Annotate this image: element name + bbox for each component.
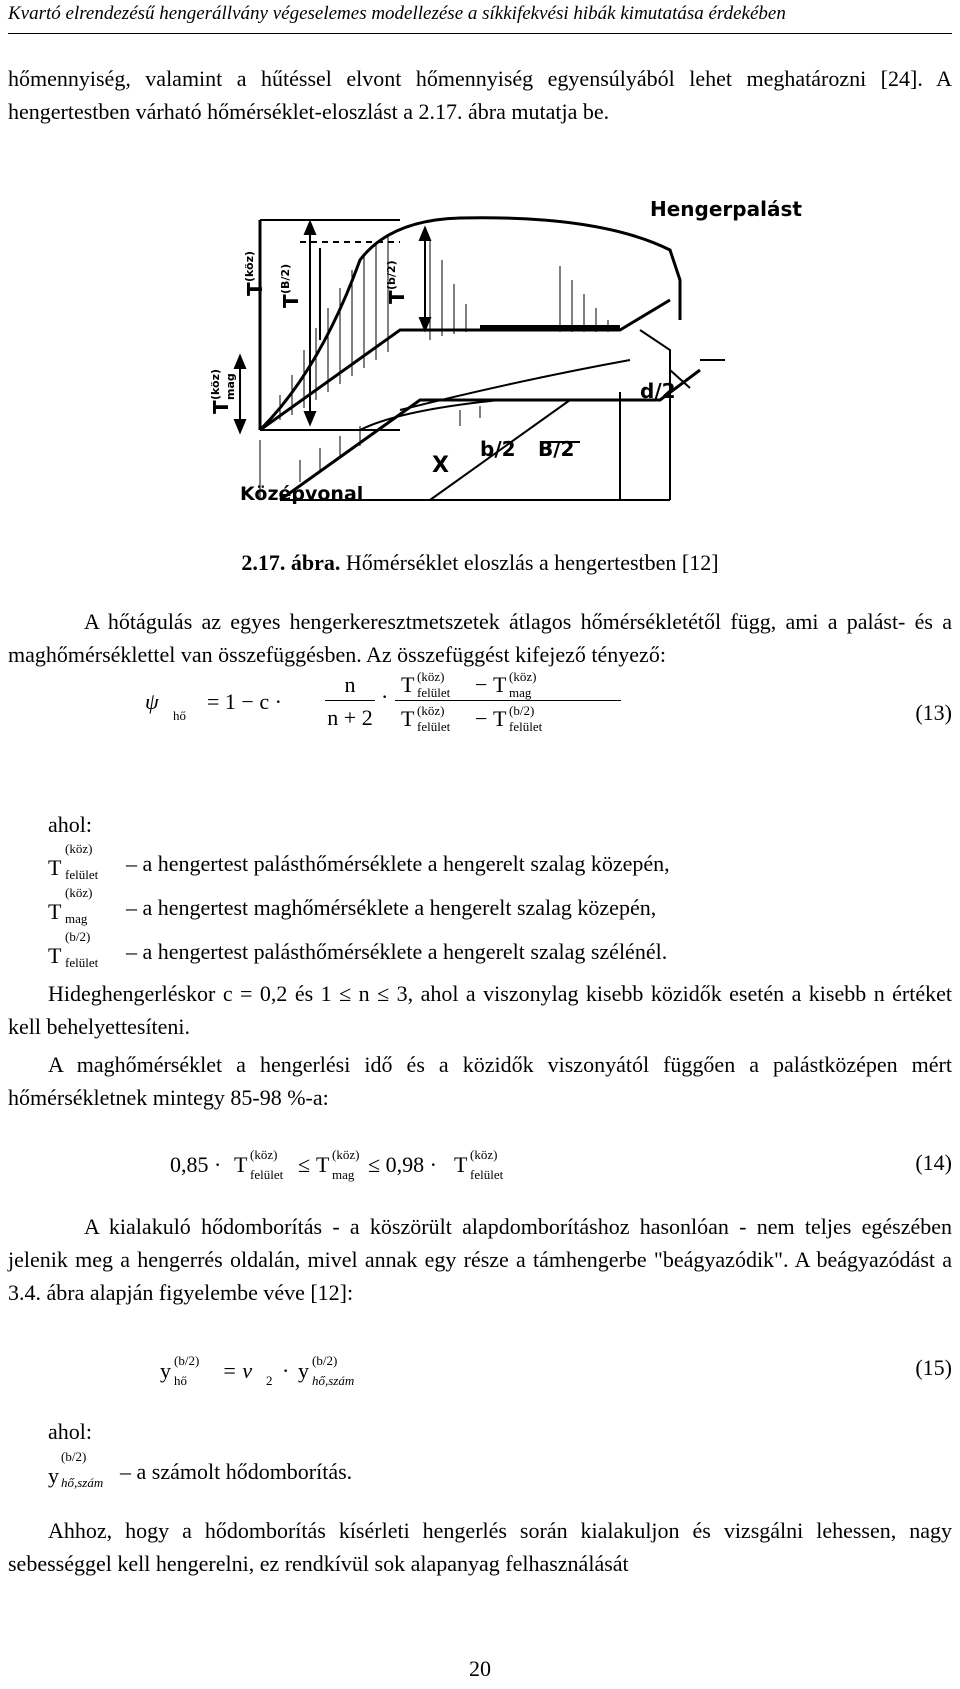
eq13-frac1-num: n [325,672,375,701]
page-number: 20 [469,1656,491,1681]
eq14-T3-sub: felület [470,1167,504,1182]
caption-label: 2.17. ábra. [241,550,341,575]
eq14-T2-sup: (köz) [332,1147,360,1162]
eq13-T1-sup: (köz) [417,669,445,684]
paragraph-8: Ahhoz, hogy a hődomborítás kísérleti hengerlés során kialakuljon és vizsgálni lehessen, nagy sebességgel kell hengerelni, ez rendkívül sok alapanyag felhasználását [8,1518,952,1576]
equation-15 [160,1352,460,1392]
def13-1-sup: (köz) [65,841,93,856]
label-t-koz-sup: (köz) [243,250,256,282]
label-t-b2-sup: (b/2) [385,260,398,290]
eq13-T4-sub: felület [509,719,543,734]
label-t-mag: T [209,400,233,414]
eq13-T2-sub: mag [509,685,532,700]
def13-2-T: T [48,899,62,924]
def13-1-T: T [48,855,62,880]
eq13-dot: · [381,684,389,709]
paragraph-6: A kialakuló hődomborítás - a köszörült alapdomborításhoz hasonlóan - nem teljes egészében jelenik meg a hengerrés oldalán, mivel annak egy része a támhengerbe "beágyazódik". A beágyazódást a 3.4. ábra alapján figyelembe véve [12]: [8,1214,952,1305]
def13-1-sub: felület [65,867,99,882]
def15-sup: (b/2) [61,1449,87,1464]
eq13-T3-sup: (köz) [417,703,445,718]
label-t-B2-sup: (B/2) [279,263,292,294]
eq15-y1-sub: hő [174,1373,187,1388]
eq14-T2-sub: mag [332,1167,355,1182]
eq14-le2: ≤ 0,98 · [368,1152,437,1177]
eq13-T4-sup: (b/2) [509,703,535,718]
eq14-le1: ≤ [298,1152,311,1177]
caption-text: Hőmérséklet eloszlás a hengertestben [12] [340,550,719,575]
figure-caption [0,548,960,578]
header-rule [8,33,952,34]
eq15-dot: · [282,1358,290,1383]
eq14-number: (14) [915,1150,952,1175]
def13-3-sub: felület [65,955,99,970]
eq13-T1-sub: felület [417,685,451,700]
eq13-number: (13) [915,700,952,725]
equation-14 [170,1146,530,1186]
label-B2: B/2 [538,437,575,461]
label-t-B2: T [279,294,303,308]
label-x: X [432,453,449,478]
paragraph-5: A maghőmérséklet a hengerlési idő és a közidők viszonyától függően a palástközépen mért hőmérsékletnek mintegy 85-98 %-a: [8,1052,952,1110]
roll-temperature-diagram [200,200,840,530]
ahol-label-1: ahol: [48,812,92,837]
eq14-T3-sup: (köz) [470,1147,498,1162]
label-t-b2: T [385,290,409,304]
def13-2-sub: mag [65,911,88,926]
def13-3-text: – a hengertest palásthőmérséklete a hengerelt szalag szélénél. [126,939,668,964]
eq13-psi: ψ [145,689,159,714]
paragraph-4: Hideghengerléskor c = 0,2 és 1 ≤ n ≤ 3, ahol a viszonylag kisebb közidők esetén a kisebb n értéket kell behelyettesíteni. [8,981,952,1039]
eq14-T1-sup: (köz) [250,1147,278,1162]
eq15-number: (15) [915,1355,952,1380]
eq14-c1: 0,85 · [170,1152,222,1177]
paragraph-1: hőmennyiség, valamint a hűtéssel elvont hőmennyiség egyensúlyából lehet meghatározni [24]. A hengertestben várható hőmérséklet-eloszlást a 2.17. ábra mutatja be. [8,66,952,124]
eq13-frac1 [325,672,375,729]
running-header: Kvartó elrendezésű hengerállvány végeselemes modellezése a síkkifekvési hibák kimutatása érdekében [8,3,786,24]
def13-2-sup: (köz) [65,885,93,900]
eq13-frac1-den: n + 2 [327,705,373,730]
def15-y: y [48,1463,59,1488]
def13-2-text: – a hengertest maghőmérséklete a hengerelt szalag közepén, [126,895,657,920]
eq14-T1-sub: felület [250,1167,284,1182]
def13-3-T: T [48,943,62,968]
eq13-psi-sub: hő [173,708,186,723]
label-hengerpalast: Hengerpalást [650,200,802,221]
def15-item [48,1450,648,1494]
label-t-mag-sup: (köz) [209,368,222,400]
label-t-koz: T [243,282,267,296]
eq15-y1: y [160,1358,171,1383]
label-b2: b/2 [480,437,516,461]
def13-3-sup: (b/2) [65,929,91,944]
eq13-eq: = 1 − c · [207,689,282,714]
eq14-T3: T [454,1152,468,1177]
eq14-T1: T [234,1152,248,1177]
def15-text: – a számolt hődomborítás. [120,1459,353,1484]
eq15-nu-sub: 2 [266,1373,273,1388]
def15-sub: hő,szám [61,1475,104,1490]
eq15-y2: y [298,1358,309,1383]
label-d2: d/2 [640,379,676,403]
eq13-minus1: − [475,672,488,697]
def13-1-text: – a hengertest palásthőmérséklete a hengerelt szalag közepén, [126,851,670,876]
paragraph-2: A hőtágulás az egyes hengerkeresztmetszetek átlagos hőmérsékletétől függ, ami a palást- és a maghőmérséklettel van összefüggésben. Az összefüggést kifejező tényező: [8,609,952,667]
ahol-label-2: ahol: [48,1419,92,1444]
label-t-mag-sub: mag [224,373,237,400]
eq13-T3-sub: felület [417,719,451,734]
eq13-T3: T [401,706,415,731]
eq13-T1: T [401,672,415,697]
top-curve [260,218,680,430]
eq13-T2: T [493,672,507,697]
eq15-y2-sup: (b/2) [312,1353,338,1368]
eq13-minus2: − [475,706,488,731]
eq13-T2-sup: (köz) [509,669,537,684]
label-kozepvonal: Középvonal [240,483,364,505]
eq13-frac2 [395,669,621,734]
eq15-y2-sub: hő,szám [312,1373,355,1388]
eq14-T2: T [316,1152,330,1177]
eq15-y1-sup: (b/2) [174,1353,200,1368]
eq13-T4: T [493,706,507,731]
figure-temperature-distribution [200,200,840,530]
eq15-eq: = ν [222,1358,253,1383]
definition-15 [48,1450,648,1494]
